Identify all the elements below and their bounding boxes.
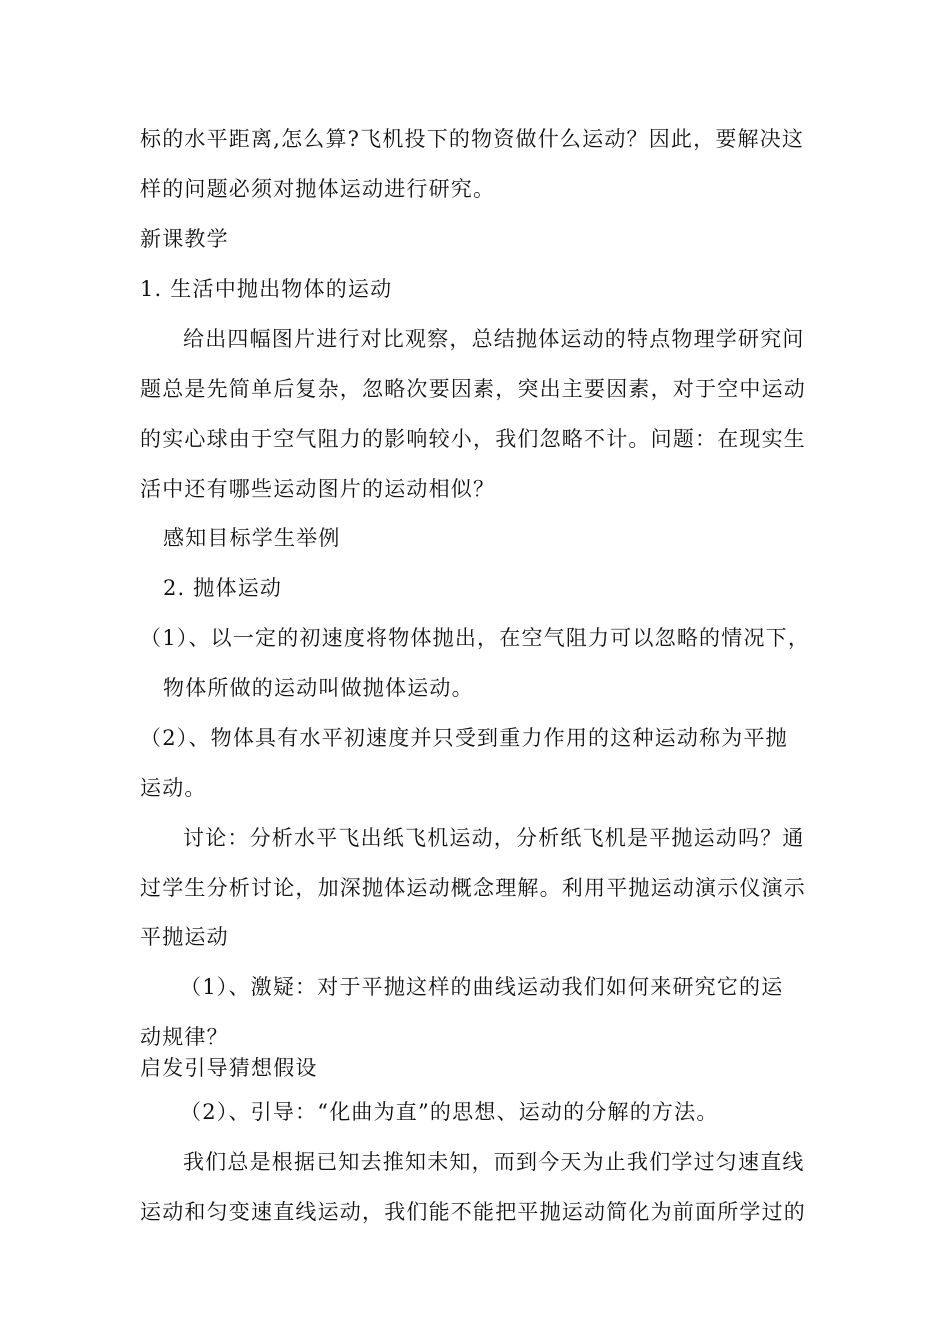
text-line: 我们总是根据已知去推知未知，而到今天为止我们学过匀速直线 [183, 1150, 805, 1174]
text-line: （2）、物体具有水平初速度并只受到重力作用的这种运动称为平抛 [140, 726, 788, 750]
text-line: 讨论：分析水平飞出纸飞机运动，分析纸飞机是平抛运动吗？通 [183, 826, 805, 850]
text-line: （2）、引导：“化曲为直”的思想、运动的分解的方法。 [180, 1100, 719, 1124]
text-line: 平抛运动 [140, 925, 229, 949]
text-line: 活中还有哪些运动图片的运动相似？ [140, 477, 496, 501]
text-line: （1）、激疑：对于平抛这样的曲线运动我们如何来研究它的运 [180, 975, 784, 999]
text-line: 标的水平距离,怎么算?飞机投下的物资做什么运动？因此，要解决这 [140, 127, 805, 151]
text-line: 启发引导猜想假设 [140, 1056, 318, 1080]
text-line: 运动。 [140, 776, 207, 800]
text-line: 过学生分析讨论，加深抛体运动概念理解。利用平抛运动演示仪演示 [140, 876, 806, 900]
text-line: 运动和匀变速直线运动，我们能不能把平抛运动简化为前面所学过的 [140, 1200, 806, 1224]
text-line: 样的问题必须对抛体运动进行研究。 [140, 177, 496, 201]
text-line: 题总是先简单后复杂，忽略次要因素，突出主要因素，对于空中运动 [140, 377, 806, 401]
text-line: 给出四幅图片进行对比观察，总结抛体运动的特点物理学研究问 [183, 327, 805, 351]
section-heading: 新课教学 [140, 227, 229, 251]
text-line: （1）、以一定的初速度将物体抛出，在空气阻力可以忽略的情况下， [140, 626, 811, 650]
text-line: 的实心球由于空气阻力的影响较小，我们忽略不计。问题：在现实生 [140, 427, 806, 451]
numbered-heading: 1. 生活中抛出物体的运动 [140, 277, 393, 301]
text-line: 感知目标学生举例 [163, 526, 341, 550]
text-line: 物体所做的运动叫做抛体运动。 [163, 676, 474, 700]
numbered-heading: 2. 抛体运动 [163, 576, 283, 600]
text-line: 动规律？ [140, 1025, 229, 1049]
